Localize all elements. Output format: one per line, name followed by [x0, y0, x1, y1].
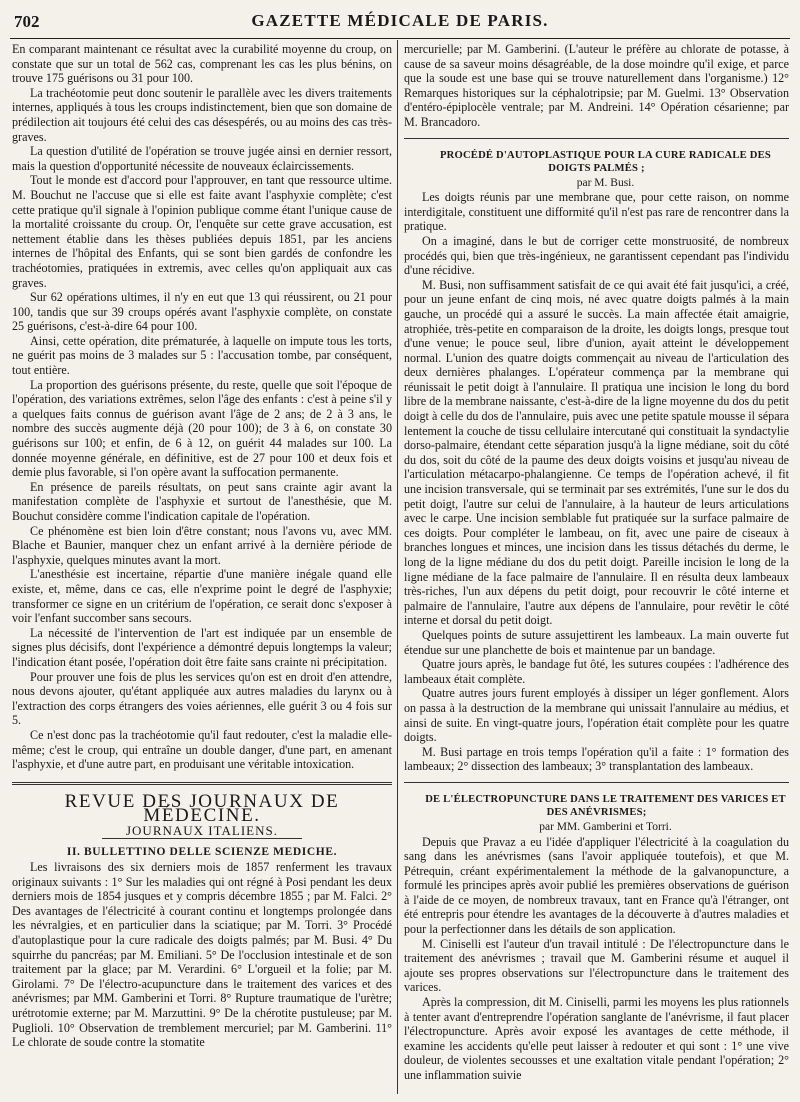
paragraph: La trachéotomie peut donc soutenir le parallèle avec les divers traitements internes, appliqués à tous les croups indistinctement, bien que son domaine de prédilection ait toujours été celui des cas désespérés, ou au moins des cas très-graves. [12, 85, 392, 144]
section-divider [404, 138, 789, 139]
journaux-subtitle: JOURNAUX ITALIENS. [125, 822, 278, 838]
right-column [404, 42, 789, 1083]
paragraph: Ce n'est donc pas la trachéotomie qu'il faut redouter, c'est la maladie elle-même; c'est le croup, qui entraîne un double danger, d'une part, en amenant l'asphyxie, et d'une autre part, en produisant une véritable intoxication. [12, 727, 392, 772]
paragraph: En comparant maintenant ce résultat avec la curabilité moyenne du croup, on constate que sur un total de 562 cas, comprenant les cas les plus bénins, on trouve 175 guérisons ou 31 pour 100. [12, 42, 392, 86]
paragraph: La nécessité de l'intervention de l'art est indiquée par un ensemble de signes plus décisifs, dont l'expérience a démontré depuis longtemps la valeur; l'indication étant posée, l'opération doit être faite sans crainte ni précipitation. [12, 625, 392, 669]
section-title-electropuncture: DE L'ÉLECTROPUNCTURE DANS LE TRAITEMENT DES VARICES ET DES ANÉVRISMES; [425, 793, 786, 819]
paragraph: Quatre jours après, le bandage fut ôté, les sutures coupées : l'adhérence des lambeaux était complète. [404, 657, 789, 686]
paragraph: Ainsi, cette opération, dite prématurée, à laquelle on impute tous les torts, ne guérit pas moins de 3 malades sur 5 : l'accusation tombe, par conséquent, tout entière. [12, 333, 392, 378]
title-rule [102, 838, 302, 839]
section-divider [404, 782, 789, 783]
paragraph: Sur 62 opérations ultimes, il n'y en eut que 13 qui réussirent, ou 21 pour 100, tandis que sur 39 croups opérés avant l'asphyxie complète, on constate 25 guérisons, c'est-à-dire 64 pour 100. [12, 290, 392, 334]
section-author-gamberini-torri: par MM. Gamberini et Torri. [539, 820, 672, 833]
section-author-busi: par M. Busi. [576, 176, 635, 189]
paragraph: M. Ciniselli est l'auteur d'un travail intitulé : De l'électropuncture dans le traitement des anévrismes ; travail que M. Gamberini résume et auquel il ajoute ses propres observations sur l'électropuncture dans le traitement des varices. [404, 936, 789, 995]
paragraph: Quatre autres jours furent employés à dissiper un léger gonflement. Alors on passa à la destruction de la membrane qui unissait l'annulaire au médius, et ainsi de suite. En vingt-quatre jours, l'opération était complète pour les quatre doigts. [404, 686, 789, 745]
paragraph: Pour prouver une fois de plus les services qu'on est en droit d'en attendre, nous devons ajouter, qu'étant appliquée aux autres maladies du larynx ou à l'extraction des corps étrangers des voies aériennes, elle guérit 3 ou 4 fois sur 5. [12, 669, 392, 728]
page-header [10, 8, 790, 39]
paragraph: M. Busi, non suffisamment satisfait de ce qui avait été fait jusqu'ici, a créé, pour un jeune enfant de cinq mois, né avec quatre doigts palmés à la main gauche, un procédé qui a assuré le succès. La main affectée était amaigrie, atrophiée, très-petite en comparaison de la droite, les doigts longs, presque tout d'une venue; le pouce seul, libre d'union, ayait atteint le développement normal. L'union des quatre doigts commençait au niveau de l'articulation des deux dernières phalanges. L'opérateur commença par la membrane qui réunissait le petit doigt à l'annulaire. Il pratiqua une incision le long du bord libre de la membrane naissante, c'est-à-dire de la ligne moyenne du dos du petit doigt à celle du dos de l'annulaire, puis avec une petite spatule mousse il sépara lentement la couche de tissu cellulaire intercutané qui constituait la syndactylie dorso-palmaire, étendant cette séparation jusqu'à la ligne médiane, soit du côté du dos, soit du côté de la paume des deux doigts voisins et jusqu'au niveau de l'articulation métacarpo-phalangienne. Ce temps de l'opération achevé, il fit une incision transversale, qui se terminait par ses extrémités, l'une sur le dos du petit doigt, l'autre sur celui de l'annulaire, à la hauteur de leurs articulations avec le carpe. Une incision semblable fut pratiquée sur la surface palmaire de ces doigts. Pour compléter le lambeau, on fit, avec une paire de ciseaux à branches longues et minces, une incision dans les tissus détachés du derme, le long de la ligne médiane du dos du petit doigt. Pareille incision le long de la ligne médiane de la face palmaire de l'annulaire. Il en résulta deux lambeaux très-riches, l'un aux dépens du petit doigt, pour recouvrir le côté interne et palmaire de l'annulaire, l'autre aux dépens de l'annulaire, pour revêtir le côté interne et dorsal du petit doigt. [404, 277, 789, 628]
continuation-text: mercurielle; par M. Gamberini. (L'auteur le préfère au chlorate de potasse, à cause de sa saveur moins désagréable, de la dose moindre qu'il exige, et parce que la soude est une base qui se trouve naturellement dans l'organisme.) 12° Remarques historiques sur la céphalotripsie; par M. Guelmi. 13° Observation d'entéro-épiplocèle ventrale; par M. Andreini. 14° Opération césarienne; par M. Brancadoro. [404, 42, 789, 129]
revue-title: REVUE DES JOURNAUX DE MÉDECINE. [64, 790, 340, 827]
paragraph: Depuis que Pravaz a eu l'idée d'appliquer l'électricité à la coagulation du sang dans les anévrismes (sans l'avoir appliquée toutefois), et que M. Pétrequin, créant expérimentalement la méthode de la galvanopuncture, a formulé les principes après avoir publié les premières observations de guérison à l'aide de ce moyen, de nombreux travaux, tant en France qu'à l'étranger, ont été entrepris pour étendre les avantages de la découverte à d'autres maladies et pour la perfectionner dans les détails de son application. [404, 834, 789, 937]
paragraph: En présence de pareils résultats, on peut sans crainte agir avant la manifestation complète de l'asphyxie et surtout de l'anesthésie, que M. Bouchut considère comme l'indication capitale de l'opération. [12, 479, 392, 523]
section-divider [12, 782, 392, 785]
column-divider [397, 40, 398, 1094]
running-title: GAZETTE MÉDICALE DE PARIS. [251, 11, 549, 30]
paragraph: On a imaginé, dans le but de corriger cette monstruosité, de nombreux procédés qui, bien que très-ingénieux, ne garantissent cependant pas l'individu d'une récidive. [404, 233, 789, 278]
paragraph: Tout le monde est d'accord pour l'approuver, en tant que ressource ultime. M. Bouchut ne l'accuse que si elle est faite avant l'asphyxie complète; c'est cette pratique qu'il signale à l'opinion publique comme étant l'unique cause de la mortalité croissante du croup. Or, l'enquête sur cette grave accusation, est nettement établie dans les thèses publiées depuis 1851, par les anciens internes de l'hôpital des Enfants, qui se sont bien gardés de confondre les trachéotomies, pratiquées in extremis, avec celles qu'on appliquait aux cas graves. [12, 173, 392, 290]
paragraph: Ce phénomène est bien loin d'être constant; nous l'avons vu, avec MM. Blache et Baunier, manquer chez un enfant arrivé à la dernière période de l'asphyxie, quelques minutes avant la mort. [12, 523, 392, 567]
paragraph: Après la compression, dit M. Ciniselli, parmi les moyens les plus rationnels à tenter avant d'entreprendre l'opération sanglante de l'anévrisme, il faut placer l'électropuncture. Après avoir exposé les avantages de cette méthode, il examine les accidents qu'elle peut laisser à redouter et qui sont : 1° une vive douleur, de violentes secousses et une exaltation vitale pendant l'opération; 2° une inflammation suivie [404, 995, 789, 1082]
bullettino-title: II. BULLETTINO DELLE SCIENZE MEDICHE. [66, 846, 338, 859]
paragraph: Les doigts réunis par une membrane que, pour cette raison, on nomme interdigitale, constituent une difformité qu'il n'est pas rare de rencontrer dans la pratique. [404, 190, 789, 234]
paragraph: La proportion des guérisons présente, du reste, quelle que soit l'époque de l'opération, des variations extrêmes, selon l'âge des enfants : c'est à peine s'il y a quelques faits connus de guérison avant l'âge de 2 ans; de 2 à 3 ans, le nombre des succès augmente déjà (20 pour 100); de 3 à 6, on constate 30 guérisons sur 100; et enfin, de 6 à 12, on guérit 44 malades sur 100. La donnée moyenne générale, en définitive, est de 27 pour 100 et deux fois et demie plus favorable, si l'on opère avant la suffocation permanente. [12, 377, 392, 480]
paragraph: M. Busi partage en trois temps l'opération qu'il a faite : 1° formation des lambeaux; 2° dissection des lambeaux; 3° transplantation des lambeaux. [404, 744, 789, 774]
section-title-busi: PROCÉDÉ D'AUTOPLASTIQUE POUR LA CURE RADICALE DES DOIGTS PALMÉS ; [440, 149, 771, 175]
bullettino-text: Les livraisons des six derniers mois de 1857 renferment les travaux originaux suivants : 1° Sur les maladies qui ont régné à Posi pendant les deux derniers mois de 1854 jusques et y compris décembre 1855 ; par M. Falci. 2° Des avantages de l'électricité à courant continu et longtemps prolongée dans les névralgies, et en particulier dans la sciatique; par M. Torri. 3° Procédé d'autoplastique pour la cure radicale des doigts palmés; par M. Busi. 4° Du squirrhe du pancréas; par M. Emiliani. 5° De l'occlusion intestinale et de son traitement par la glace; par M. Verardini. 6° L'orgueil et la folie; par M. Girolami. 7° De l'électro-acupuncture dans le traitement des varices et des anévrismes; par MM. Gamberini et Torri. 8° Rupture traumatique de l'urètre; urétrotomie externe; par M. Marzuttini. 9° De la chérotite pustuleuse; par M. Puglioli. 10° Observation de tremblement mercuriel; par M. Gamberini. 11° Le chlorate de soude contre la stomatite [12, 860, 392, 1050]
page-number: 702 [14, 12, 40, 31]
left-column [12, 42, 392, 1050]
paragraph: L'anesthésie est incertaine, répartie d'une manière inégale quand elle existe, et, même, dans ce cas, elle n'exprime point le degré de l'asphyxie; transformer ce signe en un critérium de l'opération, ce serait donc s'exposer à voir l'enfant succomber sans secours. [12, 567, 392, 626]
paragraph: La question d'utilité de l'opération se trouve jugée ainsi en dernier ressort, mais la question d'opportunité nécessite de nouveaux éclaircissements. [12, 144, 392, 173]
paragraph: Quelques points de suture assujettirent les lambeaux. La main ouverte fut étendue sur une planchette de bois et maintenue par un bandage. [404, 627, 789, 657]
